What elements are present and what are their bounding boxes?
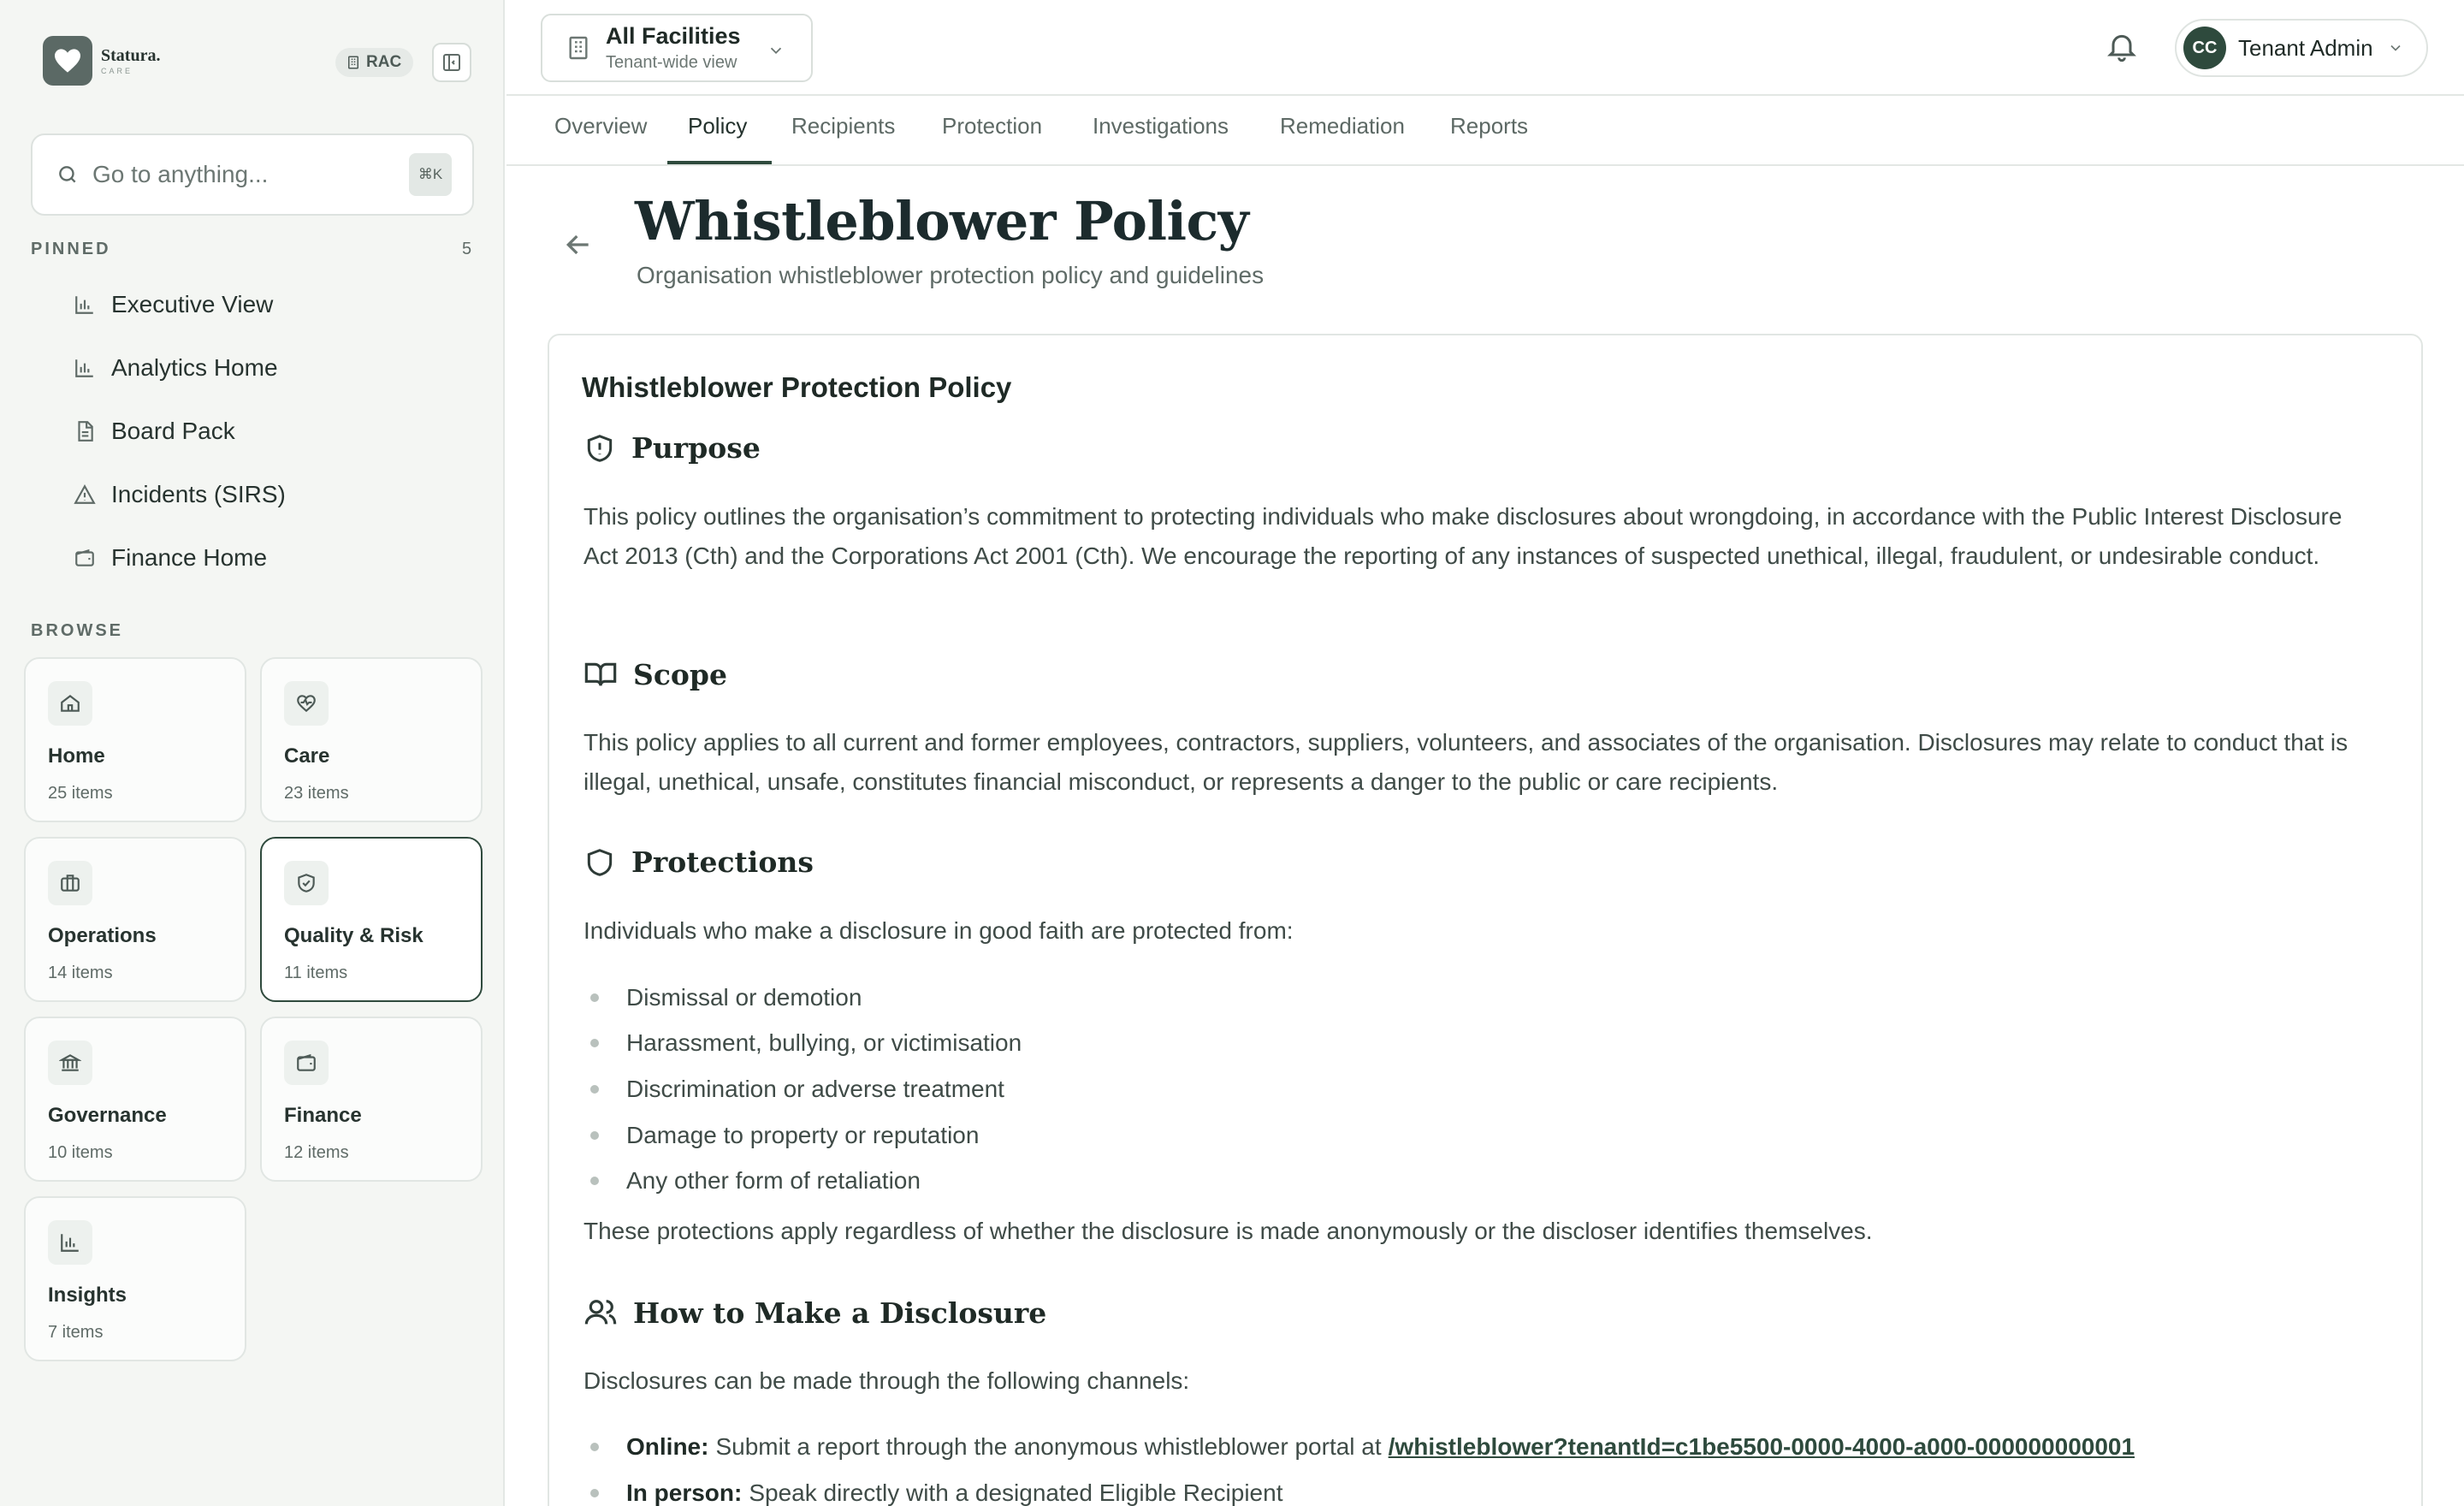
tab-policy[interactable]: Policy: [688, 113, 748, 139]
brand-name: Statura.: [101, 45, 161, 65]
browse-card-title: Insights: [48, 1284, 127, 1307]
building-icon: [346, 55, 361, 70]
active-tab-indicator: [667, 161, 772, 164]
warning-icon: [74, 483, 96, 506]
chevron-down-icon: [767, 41, 785, 60]
wallet-icon: [74, 547, 96, 569]
pinned-item-analytics-home[interactable]: [74, 354, 278, 382]
browse-card-title: Finance: [284, 1104, 362, 1127]
tab-bar: [506, 96, 2464, 166]
tab-remediation[interactable]: Remediation: [1280, 113, 1405, 139]
browse-card-title: Governance: [48, 1104, 167, 1127]
tab-protection[interactable]: Protection: [942, 113, 1043, 139]
wallet-icon: [284, 1041, 329, 1085]
section-heading-disclosure: [583, 1296, 1046, 1330]
list-item: [590, 1076, 1004, 1103]
section-heading-protections: [583, 845, 814, 879]
whistleblower-portal-link[interactable]: /whistleblower?tenantId=c1be5500-0000-4000-a000-000000000001: [1388, 1433, 2135, 1460]
pinned-item-board-pack[interactable]: [74, 418, 235, 445]
browse-card-count: 11 items: [284, 963, 348, 982]
browse-section-label: BROWSE: [31, 621, 123, 640]
pinned-count: 5: [462, 240, 472, 258]
bar-chart-icon: [74, 357, 96, 379]
facility-title: All Facilities: [606, 22, 741, 49]
facility-subtitle: Tenant-wide view: [606, 53, 737, 73]
pinned-item-label: Executive View: [111, 291, 274, 317]
pinned-item-label: Finance Home: [111, 544, 268, 571]
landmark-icon: [48, 1041, 92, 1085]
browse-card-count: 14 items: [48, 963, 113, 982]
search-placeholder: Go to anything...: [92, 161, 269, 187]
rac-badge-label: RAC: [366, 53, 402, 71]
tab-recipients[interactable]: Recipients: [791, 113, 896, 139]
user-name: Tenant Admin: [2238, 34, 2373, 61]
list-item: [590, 1029, 1022, 1057]
browse-card-count: 25 items: [48, 784, 113, 803]
bar-chart-icon: [48, 1220, 92, 1265]
keyboard-shortcut-badge: ⌘K: [409, 153, 452, 196]
heart-pulse-icon: [284, 681, 329, 726]
tab-overview[interactable]: Overview: [554, 113, 648, 139]
policy-title: Whistleblower Protection Policy: [582, 371, 1012, 403]
sidebar: [0, 0, 505, 1506]
shield-check-icon: [284, 861, 329, 905]
list-item: [590, 1479, 1282, 1506]
notifications-bell-icon[interactable]: [2105, 29, 2139, 63]
browse-card-title: Home: [48, 744, 105, 768]
book-open-icon: [583, 657, 618, 691]
purpose-paragraph: This policy outlines the organisation’s commitment to protecting individuals who make disclosures about wrongdoing, in accordance with the Public Interest Disclosure Act 2013 (Cth) and the Corporations Act 2001 (Cth). We encourage the reporting of any instances of suspected unethical, illegal, fraudulent, or undesirable conduct.: [583, 503, 2343, 569]
list-item: [590, 1433, 2135, 1461]
heart-logo-icon: [43, 36, 92, 86]
shield-alert-icon: [583, 432, 616, 465]
browse-card-title: Quality & Risk: [284, 924, 424, 947]
back-arrow-icon[interactable]: [561, 228, 595, 262]
scope-paragraph: This policy applies to all current and former employees, contractors, suppliers, volunteers, and associates of the organisation. Disclosures may relate to conduct that is illegal, unethical, unsafe, constitutes financial misconduct, or represents a danger to the public or care recipients.: [583, 729, 2348, 795]
brand-subtitle: CARE: [101, 66, 133, 75]
browse-card-quality-risk[interactable]: [260, 837, 483, 1002]
pinned-item-label: Board Pack: [111, 418, 235, 444]
user-menu[interactable]: [2175, 19, 2428, 77]
list-item: [590, 984, 862, 1011]
avatar: CC: [2183, 27, 2226, 69]
list-item-text: Dismissal or demotion: [626, 984, 862, 1011]
channel-label-in-person: In person:: [626, 1479, 743, 1506]
document-icon: [74, 420, 96, 442]
pinned-item-executive-view[interactable]: [74, 291, 273, 318]
search-input[interactable]: [31, 133, 474, 216]
tab-reports[interactable]: Reports: [1450, 113, 1529, 139]
search-icon: [56, 163, 79, 186]
shield-icon: [583, 846, 616, 879]
browse-card-count: 23 items: [284, 784, 349, 803]
pinned-item-incidents[interactable]: [74, 481, 286, 508]
protections-intro: Individuals who make a disclosure in good faith are protected from:: [583, 917, 1294, 944]
page-title: Whistleblower Policy: [635, 190, 1249, 252]
brand-logo[interactable]: [43, 36, 160, 86]
users-icon: [583, 1296, 618, 1330]
pinned-section-label: PINNED: [31, 240, 111, 258]
list-item-text: Damage to property or reputation: [626, 1122, 980, 1148]
browse-card-count: 10 items: [48, 1143, 113, 1162]
section-heading-text: How to Make a Disclosure: [633, 1296, 1047, 1330]
section-heading-text: Purpose: [631, 431, 761, 465]
panel-left-icon: [441, 52, 462, 73]
collapse-sidebar-button[interactable]: [432, 43, 471, 82]
section-heading-text: Protections: [631, 845, 814, 879]
list-item: [590, 1167, 921, 1195]
building-icon: [565, 34, 592, 62]
tab-investigations[interactable]: Investigations: [1093, 113, 1229, 139]
browse-card-count: 7 items: [48, 1323, 104, 1342]
browse-card-title: Care: [284, 744, 330, 768]
list-item-text: Harassment, bullying, or victimisation: [626, 1029, 1022, 1056]
pinned-item-finance-home[interactable]: [74, 544, 267, 572]
browse-card-insights[interactable]: [24, 1196, 246, 1361]
top-bar: [506, 0, 2464, 96]
rac-badge[interactable]: [335, 48, 413, 77]
channel-text-in-person: Speak directly with a designated Eligible Recipient: [749, 1479, 1283, 1506]
list-item: [590, 1122, 979, 1149]
facility-selector[interactable]: [541, 14, 813, 82]
section-heading-purpose: [583, 431, 761, 465]
protections-outro: These protections apply regardless of whether the disclosure is made anonymously or the discloser identifies themselves.: [583, 1218, 1873, 1244]
home-icon: [48, 681, 92, 726]
section-heading-text: Scope: [633, 657, 728, 691]
page-subtitle: Organisation whistleblower protection policy and guidelines: [637, 262, 1265, 288]
browse-card-count: 12 items: [284, 1143, 349, 1162]
channel-label-online: Online:: [626, 1433, 709, 1460]
pinned-item-label: Incidents (SIRS): [111, 481, 286, 507]
channel-text-online: Submit a report through the anonymous whistleblower portal at: [715, 1433, 1382, 1460]
browse-card-governance[interactable]: [24, 1017, 246, 1182]
browse-card-home[interactable]: [24, 657, 246, 822]
browse-card-operations[interactable]: [24, 837, 246, 1002]
browse-card-finance[interactable]: [260, 1017, 483, 1182]
list-item-text: Discrimination or adverse treatment: [626, 1076, 1004, 1102]
pinned-item-label: Analytics Home: [111, 354, 278, 381]
section-heading-scope: [583, 657, 727, 691]
browse-card-care[interactable]: [260, 657, 483, 822]
disclosure-intro: Disclosures can be made through the following channels:: [583, 1367, 1190, 1394]
briefcase-icon: [48, 861, 92, 905]
list-item-text: Any other form of retaliation: [626, 1167, 921, 1194]
chevron-down-icon: [2387, 39, 2404, 56]
bar-chart-icon: [74, 293, 96, 316]
browse-card-title: Operations: [48, 924, 157, 947]
